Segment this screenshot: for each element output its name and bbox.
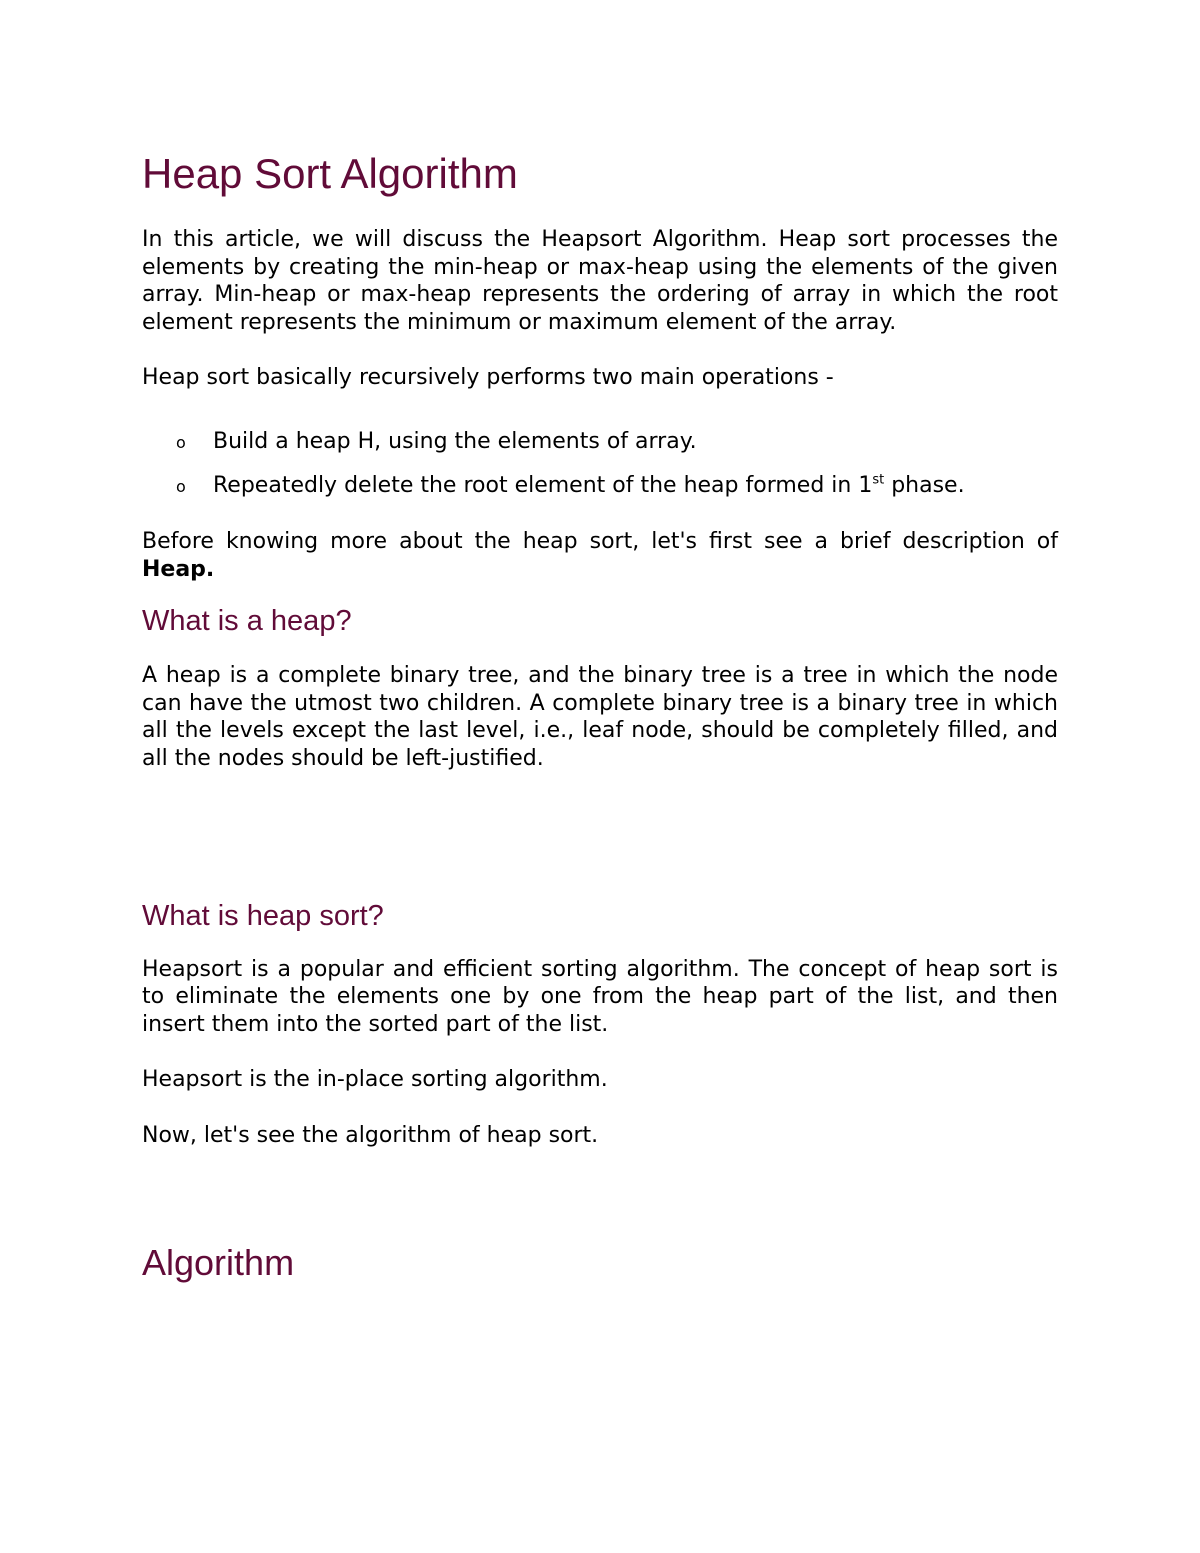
heap-sort-paragraph-2: Heapsort is the in-place sorting algorithm. — [142, 1067, 608, 1093]
section-heading-algorithm: Algorithm — [142, 1241, 295, 1283]
superscript-st: st — [872, 472, 885, 488]
list-item-text-end: phase. — [884, 472, 965, 498]
document-body — [142, 148, 1058, 1285]
before-knowing-paragraph — [142, 528, 1058, 583]
heap-bold-term: Heap. — [142, 556, 215, 582]
heap-sort-paragraph-1: Heapsort is a popular and efficient sorting algorithm. The concept of heap sort is to eliminate the elements one by one from the heap part of the list, and then insert them into the sorted part of the list. — [142, 956, 1058, 1037]
list-item-text: Repeatedly delete the root element of the heap formed in 1 — [213, 472, 873, 498]
list-item — [142, 472, 1058, 500]
intro-paragraph: In this article, we will discuss the Heapsort Algorithm. Heap sort processes the elements by creating the min-heap or max-heap using the elements of the given array. Min-heap or max-heap represents the ordering of array in which the root element represents the minimum or maximum element of the array. — [142, 227, 1058, 335]
page-title: Heap Sort Algorithm — [142, 150, 518, 197]
heap-sort-paragraph-3: Now, let's see the algorithm of heap sort. — [142, 1122, 599, 1148]
list-item — [142, 428, 1058, 456]
bullet-icon: o — [176, 476, 186, 496]
list-item-text: Build a heap H, using the elements of array. — [213, 428, 697, 454]
section-heading-what-is-heap-sort: What is heap sort? — [142, 899, 384, 932]
before-knowing-text: Before knowing more about the heap sort, let's first see a brief description of — [142, 528, 1058, 554]
section-heading-what-is-heap: What is a heap? — [142, 605, 352, 638]
bullet-icon: o — [176, 432, 186, 452]
what-is-heap-paragraph: A heap is a complete binary tree, and the binary tree is a tree in which the node can have the utmost two children. A complete binary tree is a binary tree in which all the levels except the last level, i.e., leaf node, should be completely filled, and all the nodes should be left-justified. — [142, 663, 1058, 771]
operations-lead-paragraph: Heap sort basically recursively performs two main operations - — [142, 365, 834, 391]
operations-list — [142, 428, 1058, 500]
